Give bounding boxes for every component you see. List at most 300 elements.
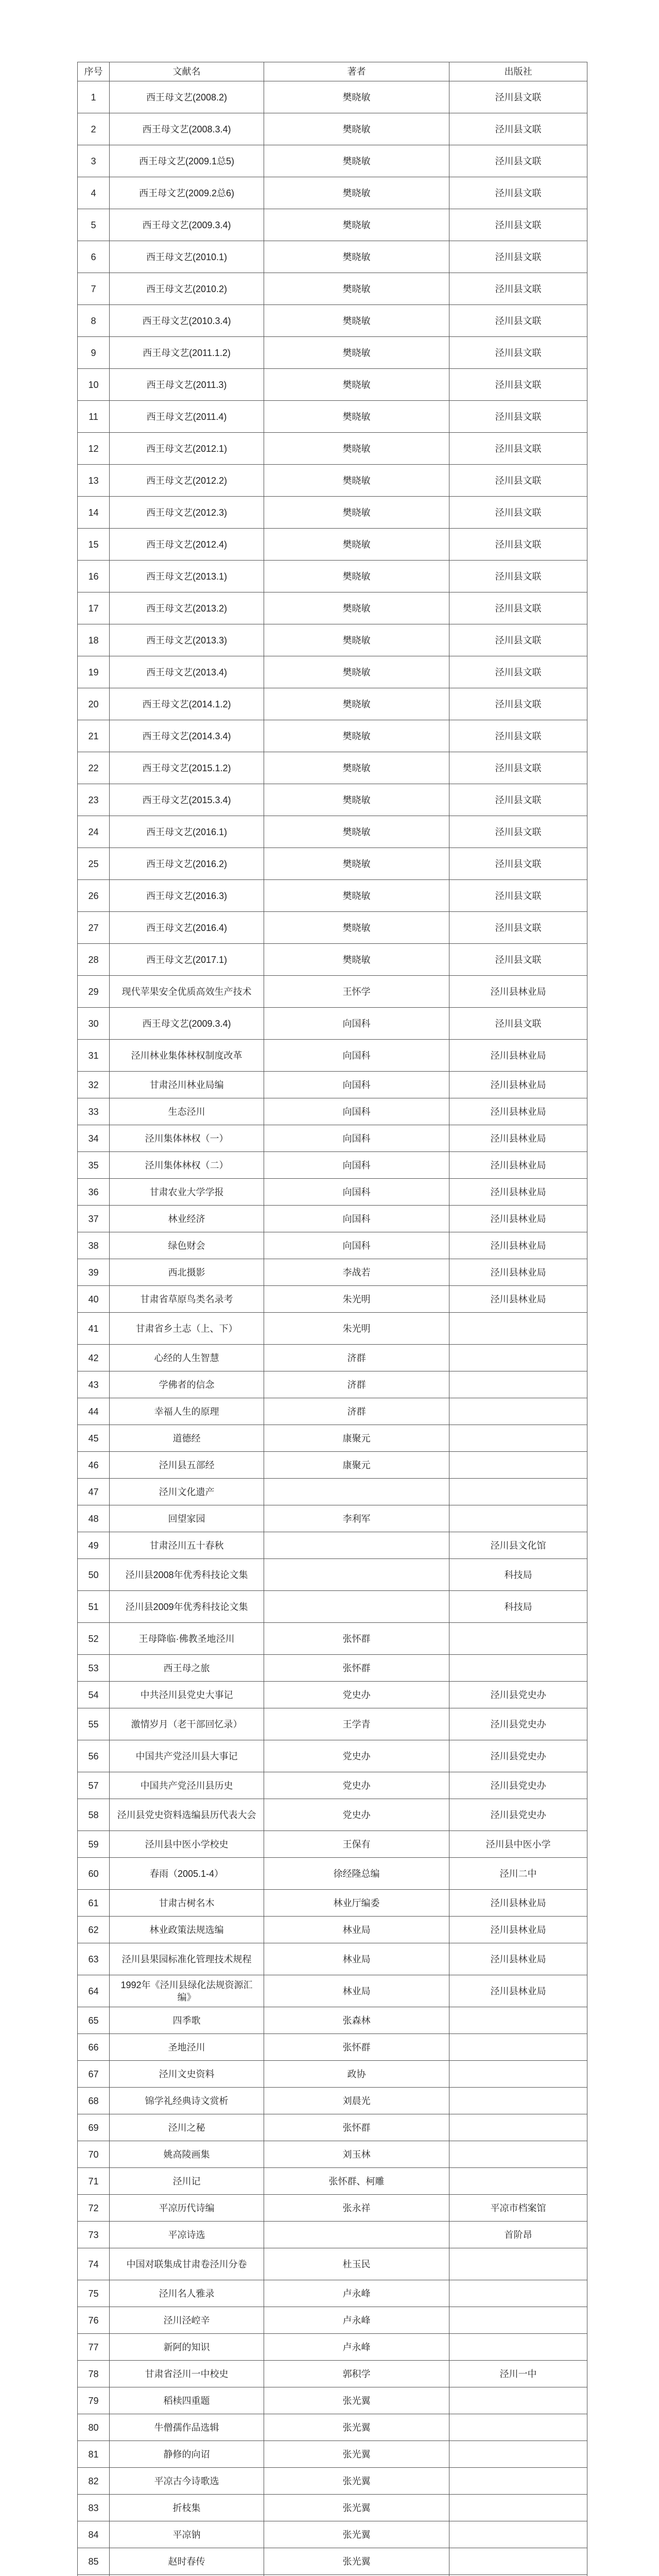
row-publisher: 泾川二中	[449, 1858, 587, 1890]
row-author: 樊晓敏	[264, 529, 449, 561]
row-publisher	[449, 1345, 587, 1371]
table-body	[78, 81, 587, 2576]
row-publisher: 泾川县文联	[449, 209, 587, 241]
row-author: 樊晓敏	[264, 113, 449, 145]
row-number: 50	[78, 1559, 110, 1591]
row-author: 樊晓敏	[264, 688, 449, 720]
row-author: 郭积学	[264, 2361, 449, 2387]
table-row	[78, 1259, 587, 1286]
row-number: 76	[78, 2307, 110, 2334]
row-publisher: 泾川县文联	[449, 529, 587, 561]
row-number: 13	[78, 465, 110, 497]
row-number: 56	[78, 1740, 110, 1772]
row-title: 折枝集	[110, 2495, 264, 2521]
table-row	[78, 337, 587, 369]
table-row	[78, 2007, 587, 2034]
table-row	[78, 976, 587, 1008]
row-title: 泾川县五部经	[110, 1452, 264, 1479]
table-row	[78, 1917, 587, 1943]
row-author: 樊晓敏	[264, 209, 449, 241]
table-row	[78, 2195, 587, 2222]
row-publisher: 泾川县林业局	[449, 1072, 587, 1098]
table-row	[78, 529, 587, 561]
row-author: 刘玉林	[264, 2141, 449, 2168]
row-publisher: 泾川县文联	[449, 337, 587, 369]
row-publisher: 泾川县文联	[449, 433, 587, 465]
row-title: 中共泾川县党史大事记	[110, 1682, 264, 1708]
header-no: 序号	[78, 62, 110, 81]
row-author: 张怀群	[264, 2034, 449, 2061]
row-author: 向国科	[264, 1232, 449, 1259]
row-author: 樊晓敏	[264, 273, 449, 305]
table-row	[78, 401, 587, 433]
row-publisher	[449, 2548, 587, 2575]
row-author: 樊晓敏	[264, 848, 449, 880]
row-number: 59	[78, 1831, 110, 1858]
row-title: 甘肃省泾川一中校史	[110, 2361, 264, 2387]
row-publisher: 泾川县文联	[449, 497, 587, 529]
row-publisher	[449, 2248, 587, 2280]
row-number: 51	[78, 1591, 110, 1623]
row-author: 向国科	[264, 1098, 449, 1125]
row-number: 5	[78, 209, 110, 241]
row-author: 张永祥	[264, 2195, 449, 2222]
row-author: 林业局	[264, 1943, 449, 1975]
table-row	[78, 561, 587, 592]
row-number: 20	[78, 688, 110, 720]
row-number: 73	[78, 2222, 110, 2248]
row-author	[264, 1479, 449, 1505]
table-row	[78, 1008, 587, 1040]
row-number: 42	[78, 1345, 110, 1371]
row-title: 中国共产党泾川县大事记	[110, 1740, 264, 1772]
row-author: 向国科	[264, 1040, 449, 1072]
row-author: 樊晓敏	[264, 433, 449, 465]
header-title: 文献名	[110, 62, 264, 81]
row-title: 西王母文艺(2013.3)	[110, 624, 264, 656]
table-row	[78, 1975, 587, 2007]
row-author: 樊晓敏	[264, 497, 449, 529]
row-title: 锦学礼经典诗文赏析	[110, 2088, 264, 2114]
table-row	[78, 816, 587, 848]
row-author: 樊晓敏	[264, 369, 449, 401]
table-row	[78, 1125, 587, 1152]
table-row	[78, 2387, 587, 2414]
row-author: 李利军	[264, 1505, 449, 1532]
row-author: 樊晓敏	[264, 561, 449, 592]
row-title: 西王母文艺(2011.4)	[110, 401, 264, 433]
row-publisher: 泾川县文联	[449, 369, 587, 401]
row-author: 卢永峰	[264, 2280, 449, 2307]
row-author: 济群	[264, 1398, 449, 1425]
row-author: 杜玉民	[264, 2248, 449, 2280]
row-author: 王怀学	[264, 976, 449, 1008]
row-title: 平凉诗选	[110, 2222, 264, 2248]
row-number: 2	[78, 113, 110, 145]
table-row	[78, 2168, 587, 2195]
row-title: 西王母文艺(2009.3.4)	[110, 209, 264, 241]
table-row	[78, 752, 587, 784]
table-row	[78, 81, 587, 113]
row-author: 济群	[264, 1371, 449, 1398]
row-publisher	[449, 2441, 587, 2468]
table-row	[78, 2141, 587, 2168]
row-title: 西王母文艺(2010.1)	[110, 241, 264, 273]
row-author: 张光翼	[264, 2521, 449, 2548]
row-number: 74	[78, 2248, 110, 2280]
row-publisher: 泾川县林业局	[449, 1917, 587, 1943]
row-publisher	[449, 2141, 587, 2168]
table-row	[78, 1591, 587, 1623]
row-title: 泾川记	[110, 2168, 264, 2195]
row-author: 朱光明	[264, 1286, 449, 1313]
table-row	[78, 1943, 587, 1975]
row-number: 47	[78, 1479, 110, 1505]
row-title: 泾川文史资料	[110, 2061, 264, 2088]
table-row	[78, 624, 587, 656]
row-number: 18	[78, 624, 110, 656]
row-number: 1	[78, 81, 110, 113]
row-number: 15	[78, 529, 110, 561]
row-author: 张怀群	[264, 1655, 449, 1682]
table-row	[78, 1152, 587, 1179]
row-title: 泾川林业集体林权制度改革	[110, 1040, 264, 1072]
row-author: 樊晓敏	[264, 337, 449, 369]
row-number: 36	[78, 1179, 110, 1206]
row-number: 84	[78, 2521, 110, 2548]
row-publisher: 泾川县文联	[449, 944, 587, 976]
row-author: 向国科	[264, 1206, 449, 1232]
row-number: 17	[78, 592, 110, 624]
row-author: 向国科	[264, 1152, 449, 1179]
row-number: 57	[78, 1772, 110, 1799]
table-row	[78, 113, 587, 145]
row-publisher: 泾川县林业局	[449, 1040, 587, 1072]
row-number: 22	[78, 752, 110, 784]
header-author: 著者	[264, 62, 449, 81]
table-row	[78, 1532, 587, 1559]
row-number: 65	[78, 2007, 110, 2034]
row-author: 樊晓敏	[264, 880, 449, 912]
row-publisher: 泾川县文联	[449, 784, 587, 816]
row-number: 45	[78, 1425, 110, 1452]
row-publisher: 泾川县文联	[449, 305, 587, 337]
table-row	[78, 1098, 587, 1125]
row-title: 甘肃泾川五十春秋	[110, 1532, 264, 1559]
row-author: 张森林	[264, 2007, 449, 2034]
row-publisher	[449, 2114, 587, 2141]
row-publisher	[449, 1623, 587, 1655]
row-title: 西王母文艺(2009.1总5)	[110, 145, 264, 177]
table-row	[78, 912, 587, 944]
row-author: 樊晓敏	[264, 784, 449, 816]
row-publisher	[449, 2334, 587, 2361]
row-number: 27	[78, 912, 110, 944]
row-publisher: 泾川县林业局	[449, 1890, 587, 1917]
row-author: 徐经隆总编	[264, 1858, 449, 1890]
row-number: 54	[78, 1682, 110, 1708]
row-title: 生态泾川	[110, 1098, 264, 1125]
row-publisher	[449, 1425, 587, 1452]
row-author: 樊晓敏	[264, 81, 449, 113]
table-row	[78, 241, 587, 273]
row-publisher: 泾川县中医小学	[449, 1831, 587, 1858]
table-row	[78, 2034, 587, 2061]
row-author: 樊晓敏	[264, 816, 449, 848]
row-title: 泾川县2009年优秀科技论文集	[110, 1591, 264, 1623]
table-row	[78, 1682, 587, 1708]
row-author: 王学青	[264, 1708, 449, 1740]
row-author: 樊晓敏	[264, 592, 449, 624]
row-title: 西王母文艺(2012.3)	[110, 497, 264, 529]
row-title: 泾川名人雅录	[110, 2280, 264, 2307]
row-publisher: 泾川县文联	[449, 656, 587, 688]
table-row	[78, 1425, 587, 1452]
row-publisher: 泾川县文联	[449, 624, 587, 656]
table-row	[78, 2495, 587, 2521]
row-publisher: 首阶昂	[449, 2222, 587, 2248]
row-author: 向国科	[264, 1125, 449, 1152]
row-author: 樊晓敏	[264, 465, 449, 497]
row-number: 72	[78, 2195, 110, 2222]
row-title: 姚高陵画集	[110, 2141, 264, 2168]
row-title: 西王母文艺(2009.2总6)	[110, 177, 264, 209]
row-publisher: 泾川县文联	[449, 561, 587, 592]
row-publisher: 泾川县党史办	[449, 1799, 587, 1831]
row-number: 25	[78, 848, 110, 880]
row-publisher: 平凉市档案馆	[449, 2195, 587, 2222]
row-title: 西北摄影	[110, 1259, 264, 1286]
row-number: 23	[78, 784, 110, 816]
table-row	[78, 2280, 587, 2307]
row-author: 济群	[264, 1345, 449, 1371]
row-number: 61	[78, 1890, 110, 1917]
table-row	[78, 1345, 587, 1371]
row-title: 西王母文艺(2014.3.4)	[110, 720, 264, 752]
row-number: 79	[78, 2387, 110, 2414]
row-number: 9	[78, 337, 110, 369]
table-row	[78, 1858, 587, 1890]
row-publisher: 泾川县林业局	[449, 1975, 587, 2007]
row-title: 甘肃泾川林业局编	[110, 1072, 264, 1098]
row-number: 40	[78, 1286, 110, 1313]
row-number: 7	[78, 273, 110, 305]
row-number: 66	[78, 2034, 110, 2061]
row-author: 党史办	[264, 1740, 449, 1772]
row-publisher: 泾川县党史办	[449, 1772, 587, 1799]
table-row	[78, 273, 587, 305]
table-row	[78, 1313, 587, 1345]
row-publisher	[449, 2468, 587, 2495]
row-publisher	[449, 1479, 587, 1505]
row-author: 党史办	[264, 1682, 449, 1708]
row-author: 政协	[264, 2061, 449, 2088]
row-author: 张光翼	[264, 2387, 449, 2414]
table-row	[78, 848, 587, 880]
row-title: 泾川县果园标准化管理技术规程	[110, 1943, 264, 1975]
row-author: 刘晨光	[264, 2088, 449, 2114]
table-row	[78, 1040, 587, 1072]
table-row	[78, 784, 587, 816]
row-number: 26	[78, 880, 110, 912]
row-author	[264, 1559, 449, 1591]
row-title: 西王母文艺(2012.2)	[110, 465, 264, 497]
row-publisher	[449, 2061, 587, 2088]
row-title: 西王母文艺(2008.2)	[110, 81, 264, 113]
row-publisher: 科技局	[449, 1591, 587, 1623]
table-row	[78, 1559, 587, 1591]
table-row	[78, 1371, 587, 1398]
row-title: 圣地泾川	[110, 2034, 264, 2061]
row-number: 10	[78, 369, 110, 401]
table-row	[78, 2521, 587, 2548]
row-title: 平凉历代诗编	[110, 2195, 264, 2222]
row-number: 69	[78, 2114, 110, 2141]
row-title: 泾川县2008年优秀科技论文集	[110, 1559, 264, 1591]
row-title: 西王母文艺(2015.1.2)	[110, 752, 264, 784]
row-author: 樊晓敏	[264, 401, 449, 433]
table-row	[78, 2414, 587, 2441]
table-row	[78, 592, 587, 624]
row-publisher: 泾川县文联	[449, 177, 587, 209]
row-publisher: 泾川县林业局	[449, 1259, 587, 1286]
row-publisher: 泾川县文联	[449, 688, 587, 720]
row-number: 77	[78, 2334, 110, 2361]
row-publisher	[449, 1313, 587, 1345]
row-author: 卢永峰	[264, 2334, 449, 2361]
row-number: 49	[78, 1532, 110, 1559]
row-publisher: 泾川县林业局	[449, 1098, 587, 1125]
row-number: 3	[78, 145, 110, 177]
row-number: 33	[78, 1098, 110, 1125]
row-title: 稻椟四重题	[110, 2387, 264, 2414]
row-title: 西王母文艺(2015.3.4)	[110, 784, 264, 816]
row-publisher: 泾川县文联	[449, 145, 587, 177]
row-publisher: 泾川县林业局	[449, 1125, 587, 1152]
row-number: 19	[78, 656, 110, 688]
row-title: 西王母文艺(2008.3.4)	[110, 113, 264, 145]
table-row	[78, 1772, 587, 1799]
table-row	[78, 656, 587, 688]
row-title: 泾川文化遗产	[110, 1479, 264, 1505]
row-publisher: 泾川县文联	[449, 912, 587, 944]
table-row	[78, 880, 587, 912]
row-author: 樊晓敏	[264, 752, 449, 784]
row-author: 张怀群、柯雕	[264, 2168, 449, 2195]
row-author: 林业厅编委	[264, 1890, 449, 1917]
row-publisher	[449, 1398, 587, 1425]
row-author: 张光翼	[264, 2414, 449, 2441]
row-title: 西王母文艺(2011.3)	[110, 369, 264, 401]
row-publisher	[449, 2088, 587, 2114]
row-title: 西王母文艺(2016.1)	[110, 816, 264, 848]
table-row	[78, 2088, 587, 2114]
row-author: 张光翼	[264, 2548, 449, 2575]
row-publisher: 泾川县文联	[449, 241, 587, 273]
table-row	[78, 720, 587, 752]
row-title: 新阿的知识	[110, 2334, 264, 2361]
row-title: 西王母文艺(2012.1)	[110, 433, 264, 465]
row-title: 林业经济	[110, 1206, 264, 1232]
table-row	[78, 1072, 587, 1098]
table-row	[78, 1286, 587, 1313]
row-title: 西王母文艺(2011.1.2)	[110, 337, 264, 369]
row-number: 68	[78, 2088, 110, 2114]
table-row	[78, 2441, 587, 2468]
table-row	[78, 1452, 587, 1479]
row-title: 激情岁月（老干部回忆录）	[110, 1708, 264, 1740]
row-author	[264, 1532, 449, 1559]
table-row	[78, 465, 587, 497]
table-row	[78, 1398, 587, 1425]
row-author: 党史办	[264, 1772, 449, 1799]
row-publisher	[449, 1505, 587, 1532]
table-row	[78, 209, 587, 241]
row-publisher	[449, 2387, 587, 2414]
row-number: 32	[78, 1072, 110, 1098]
row-number: 82	[78, 2468, 110, 2495]
table-header-row	[78, 62, 587, 81]
row-publisher: 泾川县党史办	[449, 1708, 587, 1740]
row-title: 幸福人生的原理	[110, 1398, 264, 1425]
table-row	[78, 177, 587, 209]
row-publisher: 泾川县文联	[449, 401, 587, 433]
table-row	[78, 1232, 587, 1259]
row-number: 12	[78, 433, 110, 465]
row-number: 63	[78, 1943, 110, 1975]
row-publisher: 泾川县文联	[449, 816, 587, 848]
row-number: 6	[78, 241, 110, 273]
table-row	[78, 2222, 587, 2248]
document-sheet	[77, 62, 587, 2576]
row-number: 41	[78, 1313, 110, 1345]
row-number: 80	[78, 2414, 110, 2441]
table-row	[78, 2361, 587, 2387]
row-number: 28	[78, 944, 110, 976]
row-publisher: 泾川县文联	[449, 752, 587, 784]
row-publisher	[449, 1655, 587, 1682]
row-title: 西王母之旅	[110, 1655, 264, 1682]
table-row	[78, 1708, 587, 1740]
row-title: 西王母文艺(2012.4)	[110, 529, 264, 561]
row-title: 西王母文艺(2009.3.4)	[110, 1008, 264, 1040]
row-number: 55	[78, 1708, 110, 1740]
table-row	[78, 944, 587, 976]
row-publisher: 泾川县林业局	[449, 1943, 587, 1975]
row-number: 29	[78, 976, 110, 1008]
table-row	[78, 1206, 587, 1232]
row-author: 党史办	[264, 1799, 449, 1831]
row-publisher: 泾川县文联	[449, 1008, 587, 1040]
row-author: 樊晓敏	[264, 145, 449, 177]
table-row	[78, 2248, 587, 2280]
row-author: 卢永峰	[264, 2307, 449, 2334]
row-title: 春雨（2005.1-4）	[110, 1858, 264, 1890]
row-publisher: 泾川县林业局	[449, 1152, 587, 1179]
row-title: 西王母文艺(2017.1)	[110, 944, 264, 976]
table-row	[78, 2061, 587, 2088]
row-publisher: 泾川县林业局	[449, 1206, 587, 1232]
row-number: 44	[78, 1398, 110, 1425]
row-title: 现代苹果安全优质高效生产技术	[110, 976, 264, 1008]
row-publisher	[449, 2521, 587, 2548]
row-publisher: 泾川县文联	[449, 848, 587, 880]
row-number: 14	[78, 497, 110, 529]
row-author: 向国科	[264, 1008, 449, 1040]
row-title: 西王母文艺(2010.2)	[110, 273, 264, 305]
table-row	[78, 145, 587, 177]
row-number: 71	[78, 2168, 110, 2195]
